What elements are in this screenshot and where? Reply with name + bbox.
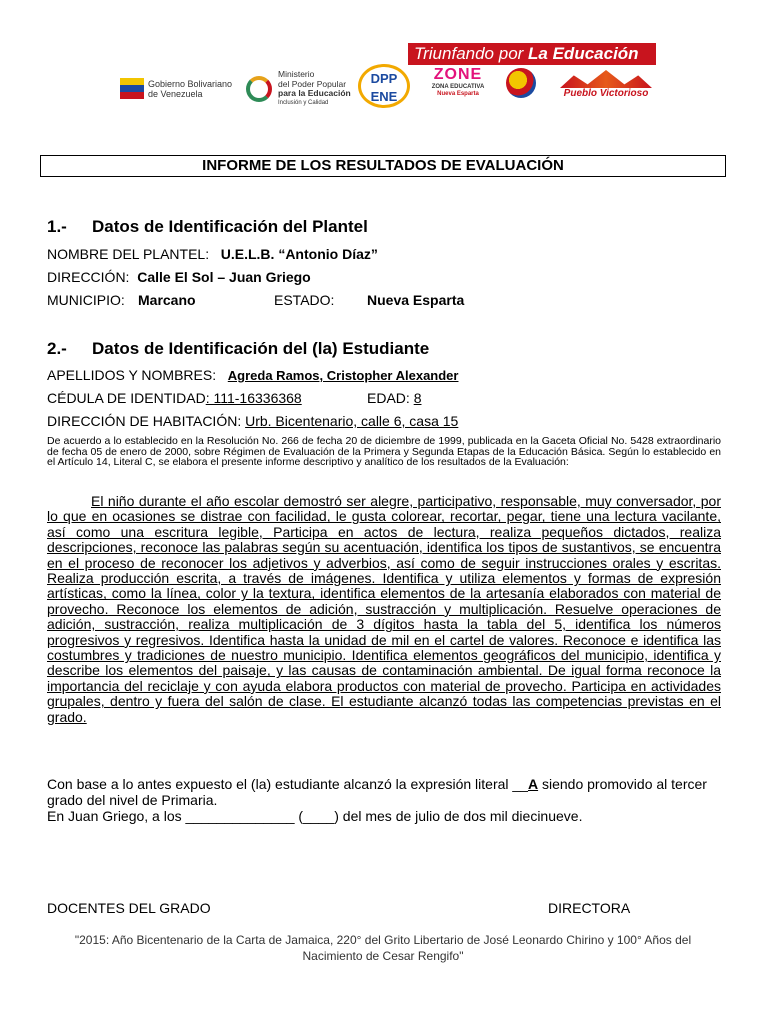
document-title: INFORME DE LOS RESULTADOS DE EVALUACIÓN bbox=[40, 155, 726, 177]
dpp-logo bbox=[358, 64, 410, 108]
banner-prefix: Triunfando por bbox=[414, 44, 529, 63]
section2-title: Datos de Identificación del (la) Estudiante bbox=[92, 339, 430, 358]
gov-logo bbox=[120, 74, 232, 104]
school-value: U.E.L.B. “Antonio Díaz” bbox=[220, 246, 378, 262]
home-value: Urb. Bicentenario, calle 6, casa 15 bbox=[245, 413, 459, 429]
director-signature: DIRECTORA bbox=[548, 900, 631, 916]
school-label: NOMBRE DEL PLANTEL: bbox=[47, 246, 210, 262]
conclusion-after: siendo promovido al tercer grado del nivel de Primaria. bbox=[47, 776, 707, 808]
conclusion-blank: __ bbox=[512, 776, 528, 792]
ministry-line3: para la Educación bbox=[278, 88, 351, 98]
section1-heading bbox=[47, 217, 368, 237]
evaluation-paragraph: El niño durante el año escolar demostró ser alegre, participativo, responsable, muy conversador, por lo que en ocasiones se distrae con facilidad, le gusta colorear, recortar, pegar, tiene una lectura vacilante, así como una escritura legible, Participa en actos de lectura, realiza pequeños dictados, realiza descripciones, reconoce las palabras según su acentuación, identifica los tipos de sustantivos, se encuentra en el proceso de reconocer los adjetivos y adverbios, así como de seguir instrucciones orales y escritas. Realiza producción escrita, a través de imágenes. Identifica y utiliza elementos y formas de expresión artísticas, como la línea, color y la textura, identifica elementos de la artesanía elaborados con material de provecho. Reconoce los elementos de adición, sustracción y multiplicación. Resuelve operaciones de adición, sustracción, realiza multiplicación de 3 dígitos hasta la tabla del 5, identifica los números progresivos y regresivos. Identifica hasta la unidad de mil en el cartel de valores. Reconoce e identifica las costumbres y tradiciones de nuestro municipio. Identifica elementos geográficos del municipio, identifica y describe los elementos del paisaje, y las causas de contaminación ambiental. De igual forma reconoce la importancia del reciclaje y con ayuda elabora productos con material de provecho. Participa en actividades grupales, dentro y fuera del salón de clase. El estudiante alcanzó todas las competencias previstas en el grado. bbox=[47, 493, 721, 725]
dpp-sub: ENE bbox=[370, 89, 398, 104]
ministry-logo bbox=[246, 70, 351, 108]
id-label: CÉDULA DE IDENTIDAD bbox=[47, 390, 206, 406]
ministry-emblem-icon bbox=[246, 76, 272, 102]
ministry-line1: Ministerio bbox=[278, 69, 315, 79]
names-label: APELLIDOS Y NOMBRES: bbox=[47, 367, 217, 383]
banner-bold: La Educación bbox=[528, 44, 639, 63]
municipality-value: Marcano bbox=[138, 292, 196, 308]
conclusion-paragraph bbox=[47, 777, 721, 808]
section2-number: 2.- bbox=[47, 339, 67, 358]
address-label: DIRECCIÓN: bbox=[47, 269, 130, 285]
gov-line1: Gobierno Bolivariano bbox=[148, 79, 233, 89]
intro-paragraph: De acuerdo a lo establecido en la Resolución No. 266 de fecha 20 de diciembre de 1999, publicada en la Gaceta Oficial No. 5428 extraordinario de fecha 05 de enero de 2000, sobre Régimen de Evaluación de la Primera y Segunda Etapas de la Educación Básica. Según lo establecido en el Artículo 14, Literal C, se elabora el presente informe descriptivo y analítico de los resultados de la Evaluación: bbox=[47, 435, 721, 468]
home-row bbox=[47, 413, 458, 429]
header-logos bbox=[112, 40, 657, 112]
date-line: En Juan Griego, a los ______________ (____) del mes de julio de dos mil diecinueve. bbox=[47, 808, 583, 824]
age-group bbox=[367, 390, 421, 406]
section1-title: Datos de Identificación del Plantel bbox=[92, 217, 368, 236]
zone-sub1: ZONA EDUCATIVA bbox=[431, 84, 485, 90]
pueblo-logo bbox=[560, 70, 652, 99]
ministry-line4: Inclusión y Calidad bbox=[278, 99, 329, 106]
conclusion-before: Con base a lo antes expuesto el (la) estudiante alcanzó la expresión literal bbox=[47, 776, 513, 792]
municipality-row bbox=[47, 292, 465, 308]
section2-heading bbox=[47, 339, 429, 359]
age-value: 8 bbox=[413, 390, 422, 406]
state-label: ESTADO: bbox=[274, 292, 335, 308]
gov-line2: de Venezuela bbox=[148, 89, 203, 99]
zone-sub2: Nueva Esparta bbox=[437, 91, 479, 97]
id-row bbox=[47, 390, 422, 406]
names-row bbox=[47, 367, 458, 383]
municipality-label: MUNICIPIO: bbox=[47, 292, 125, 308]
age-label: EDAD: bbox=[367, 390, 410, 406]
footer-motto bbox=[40, 932, 726, 964]
names-value: Agreda Ramos, Cristopher Alexander bbox=[227, 368, 459, 383]
teachers-signature: DOCENTES DEL GRADO bbox=[47, 900, 211, 916]
footer-line1: "2015: Año Bicentenario de la Carta de Jamaica, 220° del Grito Libertario de José Leonardo Chirino y 100° Años del bbox=[74, 933, 692, 947]
ministry-line2: del Poder Popular bbox=[278, 78, 347, 89]
address-value: Calle El Sol – Juan Griego bbox=[137, 269, 311, 285]
banner bbox=[408, 43, 656, 65]
section1-number: 1.- bbox=[47, 217, 67, 236]
dpp-text: DPP bbox=[370, 71, 398, 86]
ministry-text bbox=[278, 70, 351, 108]
flag-icon bbox=[120, 78, 144, 100]
grade-value: A bbox=[527, 776, 539, 792]
zone-logo bbox=[428, 66, 488, 98]
pueblo-text: Pueblo Victorioso bbox=[563, 88, 649, 99]
id-value: : 111-16336368 bbox=[205, 390, 302, 406]
state-value: Nueva Esparta bbox=[367, 292, 465, 308]
school-row bbox=[47, 246, 378, 262]
address-row bbox=[47, 269, 311, 285]
circular-emblem-icon bbox=[506, 68, 536, 98]
home-label: DIRECCIÓN DE HABITACIÓN: bbox=[47, 413, 242, 429]
pueblo-roof-icon bbox=[560, 70, 652, 88]
gov-text bbox=[148, 79, 232, 99]
footer-line2: Nacimiento de Cesar Rengifo" bbox=[302, 949, 464, 963]
zone-word: ZONE bbox=[433, 66, 483, 83]
